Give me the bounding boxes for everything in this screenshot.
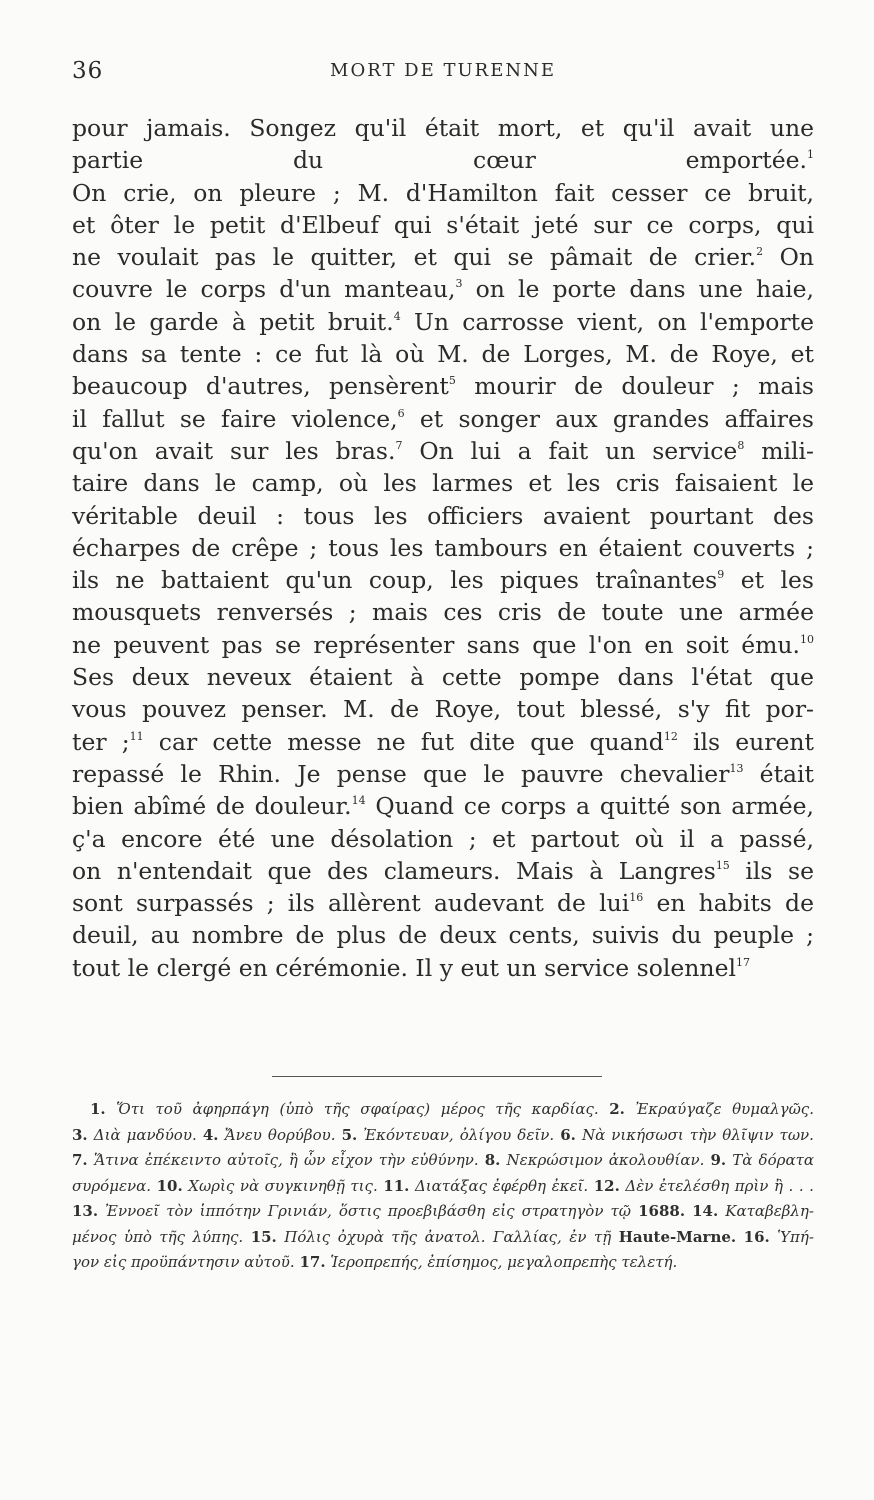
note-ref: 14	[351, 794, 366, 808]
running-title: MORT DE TURENNE	[330, 60, 556, 81]
footnote-line: 3. Διὰ μανδύου. 4. Ἄνευ θορύβου. 5. Ἐκόντευαν, ὀλίγου δεῖν. 6. Νὰ νικήσωσι τὴν θλῖψιν των.	[72, 1125, 814, 1144]
note-ref: 8	[737, 438, 745, 452]
page-header	[72, 58, 814, 86]
footnote-line: 1. Ὅτι τοῦ ἀφηρπάγη (ὑπὸ τῆς σφαίρας) μέρος τῆς καρδίας. 2. Ἐκραύγαζε θυμαλγῶς.	[90, 1100, 814, 1118]
text-line: tout le clergé en cérémonie. Il y eut un service solennel$^{17}$	[72, 953, 750, 982]
text-line: il fallut se faire violence,$^6$ et songer aux grandes affaires	[72, 404, 814, 433]
text-line: sont surpassés ; ils allèrent audevant de lui$^{16}$ en habits de	[72, 889, 814, 918]
text-line: véritable deuil : tous les officiers avaient pourtant des	[72, 501, 814, 530]
text-line: ils ne battaient qu'un coup, les piques traînantes$^9$ et les	[72, 566, 814, 595]
text-line: repassé le Rhin. Je pense que le pauvre chevalier$^{13}$ était	[72, 759, 814, 788]
note-ref: 13	[729, 761, 744, 775]
footnote-line: γον εἰς προϋπάντησιν αὐτοῦ. 17. Ἱεροπρεπής, ἐπίσημος, μεγαλοπρεπὴς τελετή.	[72, 1253, 678, 1271]
note-ref: 16	[629, 891, 644, 905]
note-ref: 4	[393, 309, 401, 323]
text-line: bien abîmé de douleur.$^{14}$ Quand ce corps a quitté son armée,	[72, 792, 815, 821]
note-ref: 11	[129, 729, 144, 743]
note-ref: 15	[715, 858, 730, 872]
footnote-line: 7. Ἅτινα ἐπέκειντο αὐτοῖς, ἢ ὧν εἶχον τὴν εὐθύνην. 8. Νεκρώσιμον ἀκολουθίαν. 9. Τὰ δόρατα	[72, 1151, 814, 1169]
text-line: qu'on avait sur les bras.$^7$ On lui a fait un service$^8$ mili-	[72, 436, 814, 465]
note-ref: 6	[397, 406, 405, 420]
page-number: 36	[72, 58, 104, 84]
note-ref: 1	[807, 148, 814, 162]
text-line: deuil, au nombre de plus de deux cents, suivis du peuple ;	[72, 921, 814, 950]
text-line: On crie, on pleure ; M. d'Hamilton fait cesser ce bruit,	[72, 178, 814, 207]
text-line: ne voulait pas le quitter, et qui se pâmait de crier.$^2$ On	[72, 243, 814, 272]
note-ref: 7	[395, 438, 403, 452]
text-line: couvre le corps d'un manteau,$^3$ on le porte dans une haie,	[72, 275, 814, 304]
text-line: taire dans le camp, où les larmes et les cris faisaient le	[72, 469, 814, 498]
text-line: ter ;$^{11}$ car cette messe ne fut dite que quand$^{12}$ ils eurent	[72, 727, 814, 756]
text-line: Ses deux neveux étaient à cette pompe dans l'état que	[72, 663, 814, 692]
text-line: ç'a encore été une désolation ; et partout où il a passé,	[72, 824, 814, 853]
text-line: on n'entendait que des clameurs. Mais à Langres$^{15}$ ils se	[72, 856, 814, 885]
note-ref: 5	[448, 374, 456, 388]
text-line: écharpes de crêpe ; tous les tambours en étaient couverts ;	[72, 533, 814, 562]
text-line: vous pouvez penser. M. de Roye, tout blessé, s'y fit por-	[72, 695, 814, 724]
text-line: beaucoup d'autres, pensèrent$^5$ mourir de douleur ; mais	[72, 372, 814, 401]
text-line: partie du cœur emportée.$^1$	[72, 146, 814, 175]
footnote-divider	[272, 1076, 602, 1077]
text-line: dans sa tente : ce fut là où M. de Lorges, M. de Roye, et	[72, 340, 814, 369]
note-ref: 17	[736, 955, 750, 969]
footnote-line: 13. Ἐννοεῖ τὸν ἱππότην Γρινιάν, ὅστις προεβιβάσθη εἰς στρατηγὸν τῷ 1688. 14. Καταβεβλη-	[72, 1202, 814, 1220]
note-ref: 9	[717, 568, 725, 582]
text-line: ne peuvent pas se représenter sans que l'on en soit ému.$^{10}$	[72, 630, 814, 659]
footnote-line: συρόμενα. 10. Χωρὶς νὰ συγκινηθῇ τις. 11. Διατάξας ἐφέρθη ἐκεῖ. 12. Δὲν ἐτελέσθη πρὶν ἢ . . .	[72, 1176, 814, 1195]
text-line: pour jamais. Songez qu'il était mort, et qu'il avait une	[72, 114, 814, 142]
note-ref: 10	[800, 632, 814, 646]
text-line: et ôter le petit d'Elbeuf qui s'était jeté sur ce corps, qui	[72, 210, 814, 239]
footnote-line: μένος ὑπὸ τῆς λύπης. 15. Πόλις ὀχυρὰ τῆς ἀνατολ. Γαλλίας, ἐν τῇ Haute-Marne. 16. Ὑπή-	[72, 1227, 814, 1246]
note-ref: 3	[455, 277, 463, 291]
footnotes	[72, 1097, 814, 1276]
note-ref: 2	[756, 245, 764, 259]
note-ref: 12	[663, 729, 678, 743]
text-line: on le garde à petit bruit.$^4$ Un carrosse vient, on l'emporte	[72, 307, 814, 336]
main-text	[72, 112, 814, 984]
text-line: mousquets renversés ; mais ces cris de toute une armée	[72, 598, 814, 627]
